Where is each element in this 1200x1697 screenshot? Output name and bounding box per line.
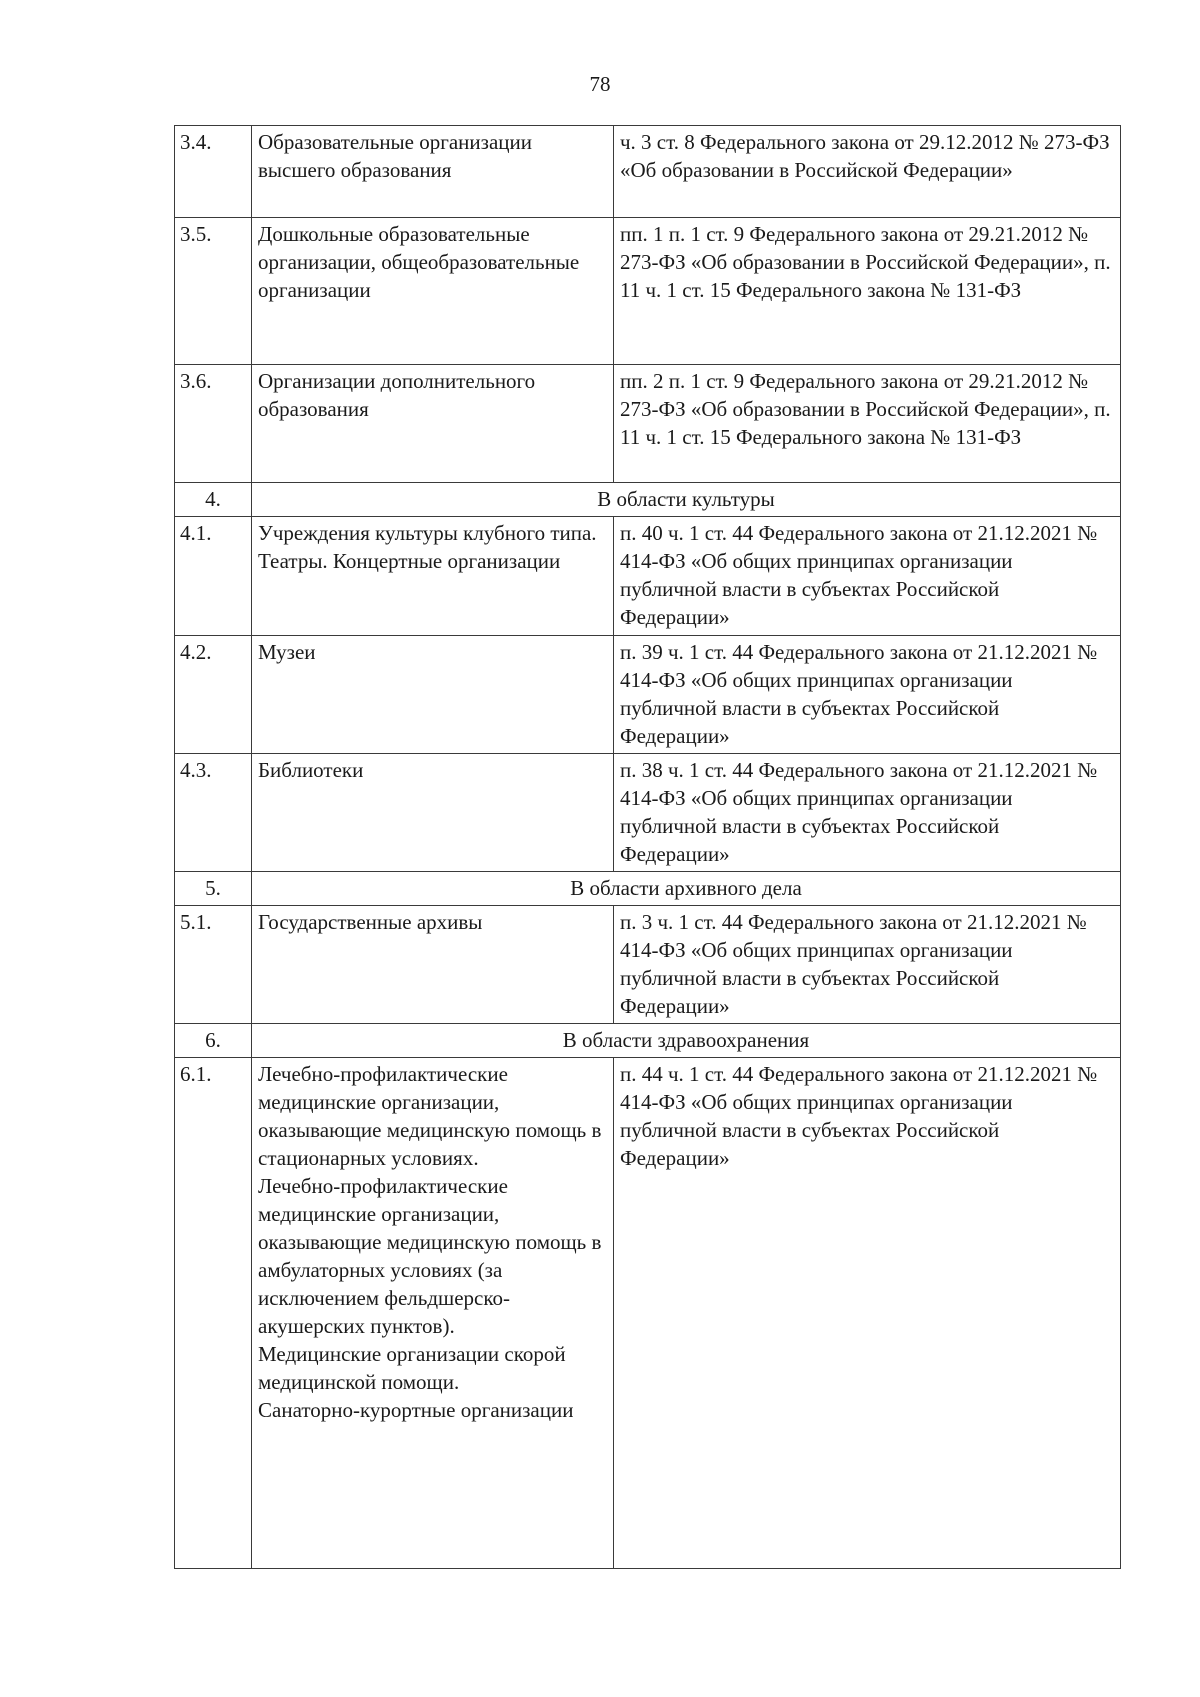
organization-type-line: Лечебно-профилактические медицинские организации, оказывающие медицинскую помощь в стационарных условиях. bbox=[258, 1062, 602, 1170]
legal-basis-cell: п. 38 ч. 1 ст. 44 Федерального закона от 21.12.2021 № 414-ФЗ «Об общих принципах организации публичной власти в субъектах Российской Федерации» bbox=[614, 754, 1121, 872]
legal-basis-cell: п. 3 ч. 1 ст. 44 Федерального закона от 21.12.2021 № 414-ФЗ «Об общих принципах организации публичной власти в субъектах Российской Федерации» bbox=[614, 906, 1121, 1024]
legal-basis-cell: ч. 3 ст. 8 Федерального закона от 29.12.2012 № 273-ФЗ «Об образовании в Российской Федерации» bbox=[614, 126, 1121, 218]
table-row bbox=[175, 365, 1121, 483]
legal-basis-cell: п. 39 ч. 1 ст. 44 Федерального закона от 21.12.2021 № 414-ФЗ «Об общих принципах организации публичной власти в субъектах Российской Федерации» bbox=[614, 636, 1121, 754]
section-number: 6. bbox=[175, 1024, 252, 1058]
table-row bbox=[175, 754, 1121, 872]
table-row bbox=[175, 636, 1121, 754]
table-row bbox=[175, 517, 1121, 636]
table-row bbox=[175, 906, 1121, 1024]
organization-type-cell: Дошкольные образовательные организации, общеобразовательные организации bbox=[252, 218, 614, 365]
row-number: 5.1. bbox=[175, 906, 252, 1024]
page-number: 78 bbox=[589, 72, 611, 96]
organization-type-line: Лечебно-профилактические медицинские организации, оказывающие медицинскую помощь в амбулаторных условиях (за исключением фельдшерско-акушерских пунктов). bbox=[258, 1174, 602, 1338]
section-header-row bbox=[175, 1024, 1121, 1058]
organization-type-cell: Библиотеки bbox=[252, 754, 614, 872]
table-row bbox=[175, 218, 1121, 365]
organization-type-cell: Организации дополнительного образования bbox=[252, 365, 614, 483]
organization-type-cell: Образовательные организации высшего образования bbox=[252, 126, 614, 218]
section-title: В области архивного дела bbox=[252, 872, 1121, 906]
legal-basis-cell: п. 40 ч. 1 ст. 44 Федерального закона от 21.12.2021 № 414-ФЗ «Об общих принципах организации публичной власти в субъектах Российской Федерации» bbox=[614, 517, 1121, 636]
section-header-row bbox=[175, 872, 1121, 906]
section-title: В области культуры bbox=[252, 483, 1121, 517]
organization-type-cell: Музеи bbox=[252, 636, 614, 754]
section-number: 4. bbox=[175, 483, 252, 517]
section-header-row bbox=[175, 483, 1121, 517]
row-number: 3.6. bbox=[175, 365, 252, 483]
organization-type-line: Медицинские организации скорой медицинской помощи. bbox=[258, 1342, 566, 1394]
row-number: 3.4. bbox=[175, 126, 252, 218]
section-title: В области здравоохранения bbox=[252, 1024, 1121, 1058]
section-number: 5. bbox=[175, 872, 252, 906]
organization-type-cell bbox=[252, 1058, 614, 1569]
organization-type-line: Санаторно-курортные организации bbox=[258, 1398, 574, 1422]
legal-basis-cell: п. 44 ч. 1 ст. 44 Федерального закона от 21.12.2021 № 414-ФЗ «Об общих принципах организации публичной власти в субъектах Российской Федерации» bbox=[614, 1058, 1121, 1569]
legal-basis-cell: пп. 2 п. 1 ст. 9 Федерального закона от 29.21.2012 № 273-ФЗ «Об образовании в Российской Федерации», п. 11 ч. 1 ст. 15 Федерального закона № 131-ФЗ bbox=[614, 365, 1121, 483]
table-row bbox=[175, 1058, 1121, 1569]
legal-basis-cell: пп. 1 п. 1 ст. 9 Федерального закона от 29.21.2012 № 273-ФЗ «Об образовании в Российской Федерации», п. 11 ч. 1 ст. 15 Федерального закона № 131-ФЗ bbox=[614, 218, 1121, 365]
table-row bbox=[175, 126, 1121, 218]
row-number: 3.5. bbox=[175, 218, 252, 365]
row-number: 6.1. bbox=[175, 1058, 252, 1569]
row-number: 4.3. bbox=[175, 754, 252, 872]
legal-basis-table bbox=[174, 125, 1121, 1569]
organization-type-cell: Учреждения культуры клубного типа. Театры. Концертные организации bbox=[252, 517, 614, 636]
row-number: 4.1. bbox=[175, 517, 252, 636]
row-number: 4.2. bbox=[175, 636, 252, 754]
organization-type-cell: Государственные архивы bbox=[252, 906, 614, 1024]
